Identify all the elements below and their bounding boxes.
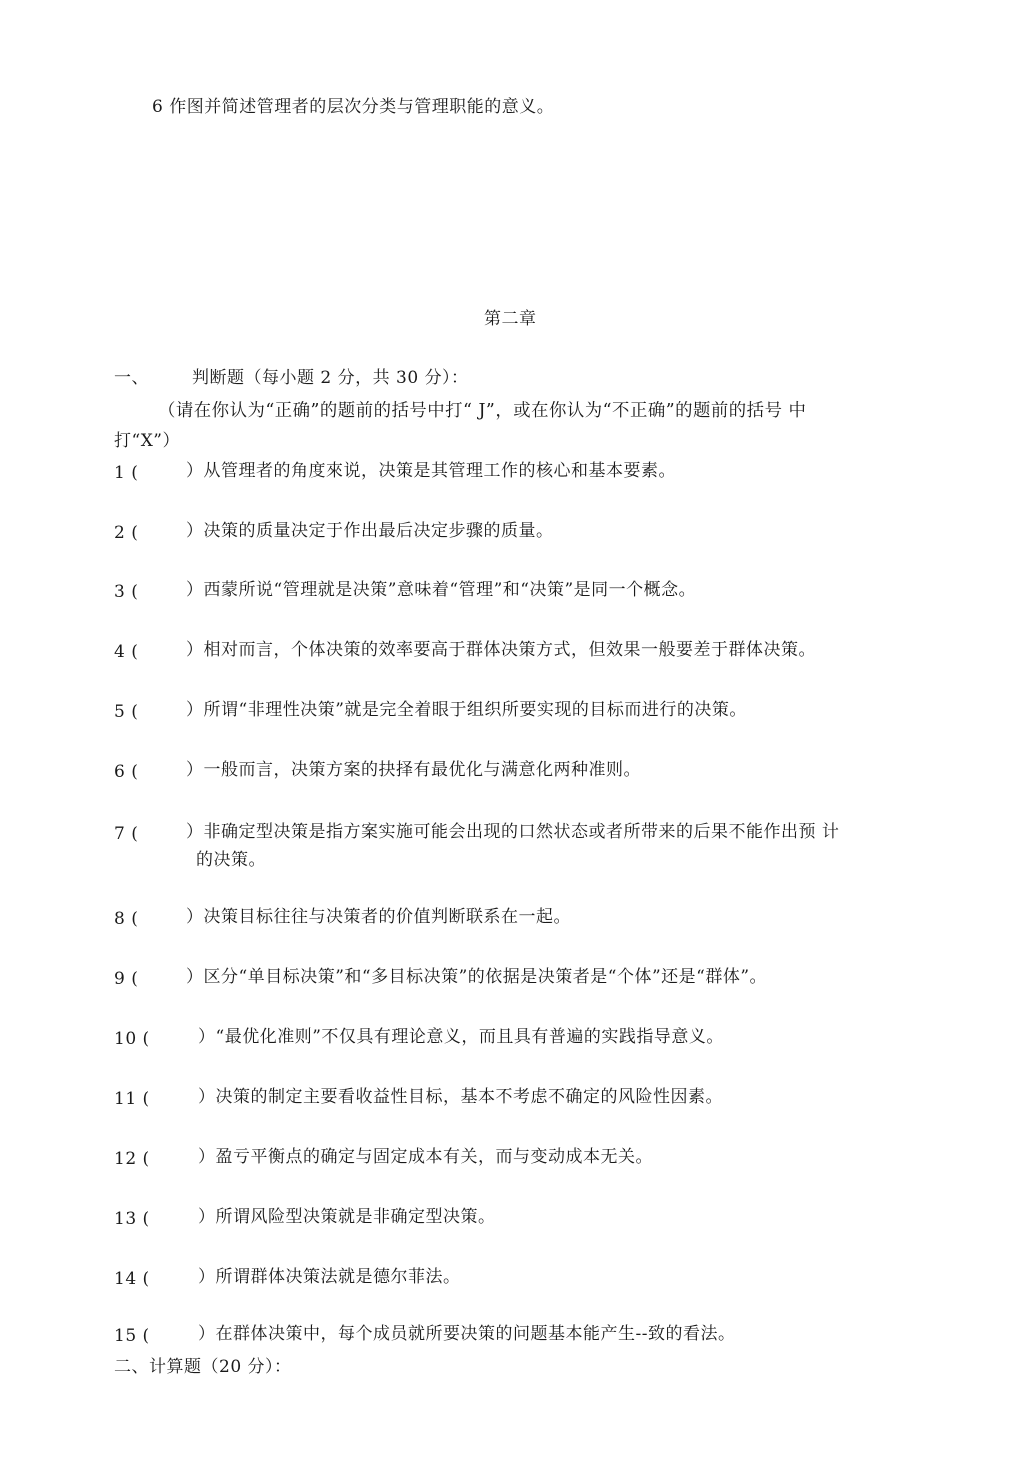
section1-instruction-line2: 打“X”） — [114, 431, 180, 451]
question-text: ）所谓“非理性决策”就是完全着眼于组织所要实现的目标而进行的决策。 — [186, 700, 747, 720]
question-text: ）“最优化准则”不仅具有理论意义，而且具有普遍的实践指导意义。 — [198, 1027, 724, 1047]
chapter-title: 第二章 — [484, 309, 537, 329]
section1-index: 一、 — [114, 368, 149, 388]
question-number: 10 ( — [114, 1029, 150, 1049]
question-text: ）所谓风险型决策就是非确定型决策。 — [198, 1207, 496, 1227]
question-number: 13 ( — [114, 1209, 150, 1229]
question-text: ）决策的制定主要看收益性目标，基本不考虑不确定的风险性因素。 — [198, 1087, 723, 1107]
question-number: 2 ( — [114, 523, 139, 543]
section2-title: 二、计算题（20 分）： — [114, 1357, 292, 1377]
section1-instruction-line1: （请在你认为“正确”的题前的括号中打“ J”，或在你认为“不正确”的题前的括号 中 — [158, 401, 807, 421]
question-text: ）相对而言，个体决策的效率要高于群体决策方式，但效果一般要差于群体决策。 — [186, 640, 816, 660]
question-number: 7 ( — [114, 824, 139, 844]
section1-title: 判断题（每小题 2 分，共 30 分）： — [192, 368, 469, 388]
question-number: 3 ( — [114, 582, 139, 602]
question-text: ）从管理者的角度來说，决策是其管理工作的核心和基本要素。 — [186, 461, 676, 481]
question-number: 11 ( — [114, 1089, 150, 1109]
question-number: 9 ( — [114, 969, 139, 989]
question-text: ）在群体决策中，每个成员就所要决策的问题基本能产生--致的看法。 — [198, 1324, 736, 1344]
question-number: 14 ( — [114, 1269, 150, 1289]
question-text: ）盈亏平衡点的确定与固定成本有关，而与变动成本无关。 — [198, 1147, 653, 1167]
question-text: ）决策的质量决定于作出最后决定步骤的质量。 — [186, 521, 554, 541]
top-question: 6 作图并简述管理者的层次分类与管理职能的意义。 — [152, 97, 555, 117]
question-text: ）非确定型决策是指方案实施可能会出现的口然状态或者所带来的后果不能作出预 计 — [186, 822, 840, 842]
question-number: 5 ( — [114, 702, 139, 722]
question-text: ）决策目标往往与决策者的价值判断联系在一起。 — [186, 907, 571, 927]
question-text-continued: 的决策。 — [196, 850, 266, 870]
question-text: ）所谓群体决策法就是德尔菲法。 — [198, 1267, 461, 1287]
question-number: 6 ( — [114, 762, 139, 782]
question-number: 12 ( — [114, 1149, 150, 1169]
question-text: ）一般而言，决策方案的抉择有最优化与满意化两种准则。 — [186, 760, 641, 780]
question-number: 1 ( — [114, 463, 139, 483]
question-number: 4 ( — [114, 642, 139, 662]
question-text: ）区分“单目标决策”和“多目标决策”的依据是决策者是“个体”还是“群体”。 — [186, 967, 768, 987]
question-number: 8 ( — [114, 909, 139, 929]
question-text: ）西蒙所说“管理就是决策”意味着“管理”和“决策”是同一个概念。 — [186, 580, 697, 600]
question-number: 15 ( — [114, 1326, 150, 1346]
